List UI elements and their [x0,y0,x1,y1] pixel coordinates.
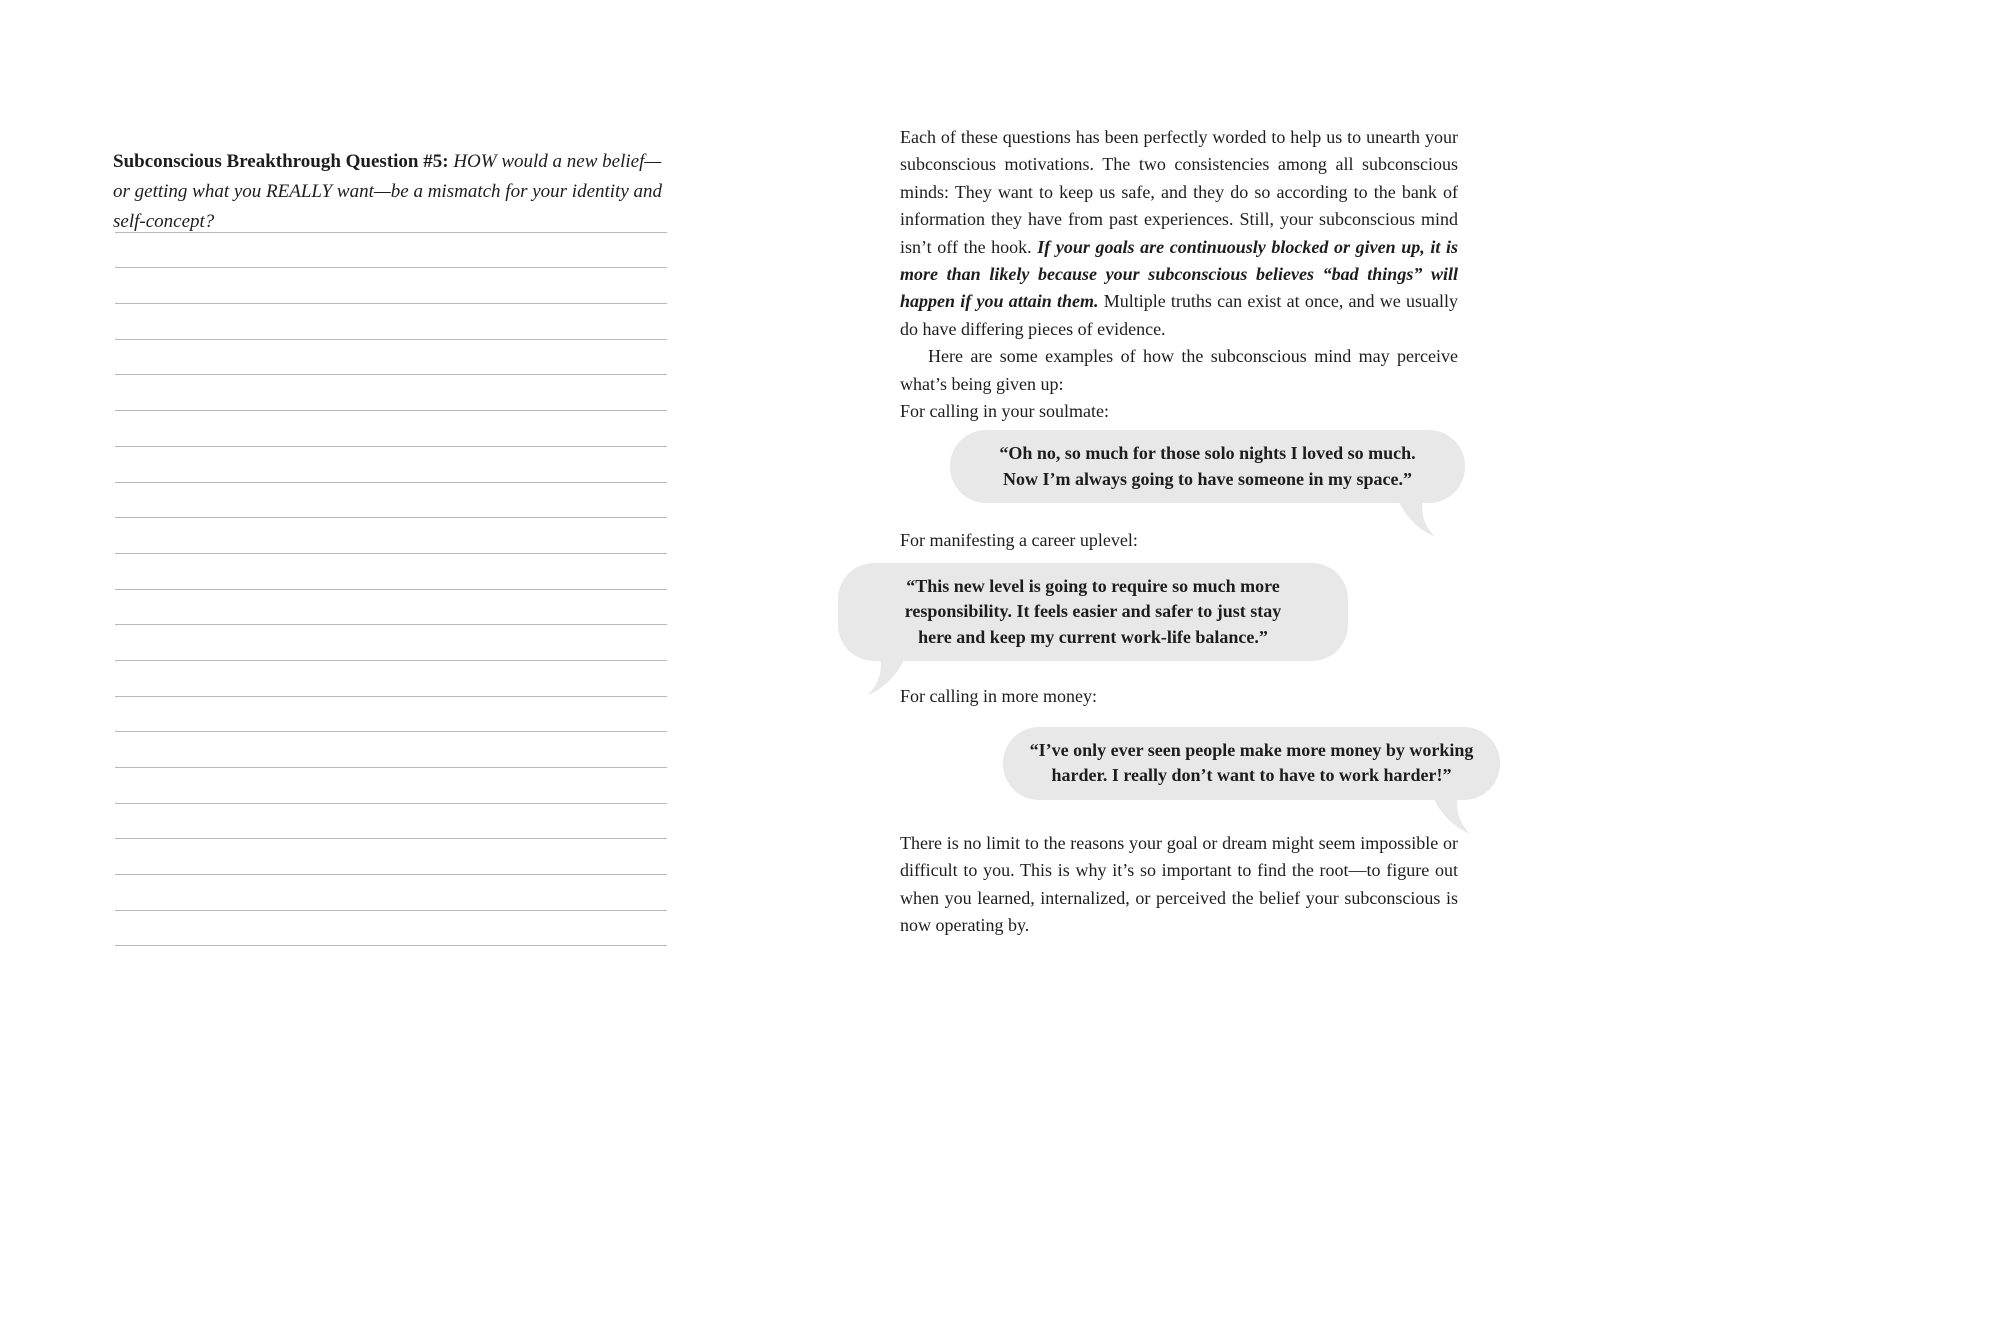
money-label: For calling in more money: [900,686,1097,707]
writing-line [115,233,667,269]
soulmate-speech-bubble [950,430,1465,503]
money-speech-bubble [1003,727,1500,800]
money-bubble-line: harder. I really don’t want to have to work harder!” [1051,765,1452,786]
writing-lines [115,197,667,946]
intro-paragraph-end: Multiple truths can exist at once, and we usually do have differing pieces of evidence. [900,291,1458,339]
writing-line [115,197,667,233]
writing-line [115,447,667,483]
right-page [900,124,1474,939]
writing-line [115,483,667,519]
closing-paragraph: There is no limit to the reasons your goal or dream might seem impossible or difficult to you. This is why it’s so important to find the root—to figure out when you learned, internalized, or perceived the belief your subconscious is now operating by. [900,832,1458,935]
soulmate-bubble-line: “Oh no, so much for those solo nights I loved so much. [999,443,1416,464]
writing-line [115,732,667,768]
money-bubble-line: “I’ve only ever seen people make more money by working [1029,739,1474,760]
writing-line [115,268,667,304]
speech-bubble-tail-icon [1391,497,1437,537]
career-speech-bubble [838,563,1348,662]
writing-line [115,875,667,911]
career-bubble-line: here and keep my current work-life balance.” [918,626,1268,647]
writing-line [115,375,667,411]
writing-line [115,697,667,733]
examples-paragraph: Here are some examples of how the subconscious mind may perceive what’s being given up: [900,346,1458,394]
writing-line [115,661,667,697]
writing-line [115,411,667,447]
intro-paragraph-emphasis: If your goals are continuously blocked or given up, it is more than likely because your subconscious believes “bad things” will happen if you attain them. [900,236,1458,312]
speech-bubble-tail-icon [1426,794,1472,834]
intro-paragraph [900,124,1458,343]
writing-line [115,911,667,947]
writing-line [115,340,667,376]
journal-prompt-label: Subconscious Breakthrough Question #5: [113,151,449,172]
soulmate-label: For calling in your soulmate: [900,401,1109,422]
soulmate-bubble-line: Now I’m always going to have someone in my space.” [1003,468,1412,489]
writing-line [115,518,667,554]
writing-line [115,804,667,840]
writing-line [115,839,667,875]
career-bubble-line: “This new level is going to require so much more [906,575,1280,596]
writing-line [115,304,667,340]
writing-line [115,768,667,804]
speech-bubble-tail-icon [866,655,912,695]
writing-line [115,625,667,661]
intro-paragraph-start: Each of these questions has been perfectly worded to help us to unearth your subconscious motivations. The two consistencies among all subconscious minds: They want to keep us safe, and they do so according to the bank of information they have from past experiences. Still, your subconscious mind isn’t off the hook. [900,127,1458,257]
writing-line [115,590,667,626]
left-page [113,128,671,988]
career-label: For manifesting a career uplevel: [900,530,1138,551]
career-bubble-line: responsibility. It feels easier and safer to just stay [904,601,1282,622]
writing-line [115,554,667,590]
journal-prompt-question: HOW would a new belief—or getting what you REALLY want—be a mismatch for your identity and self-concept? [113,151,663,232]
